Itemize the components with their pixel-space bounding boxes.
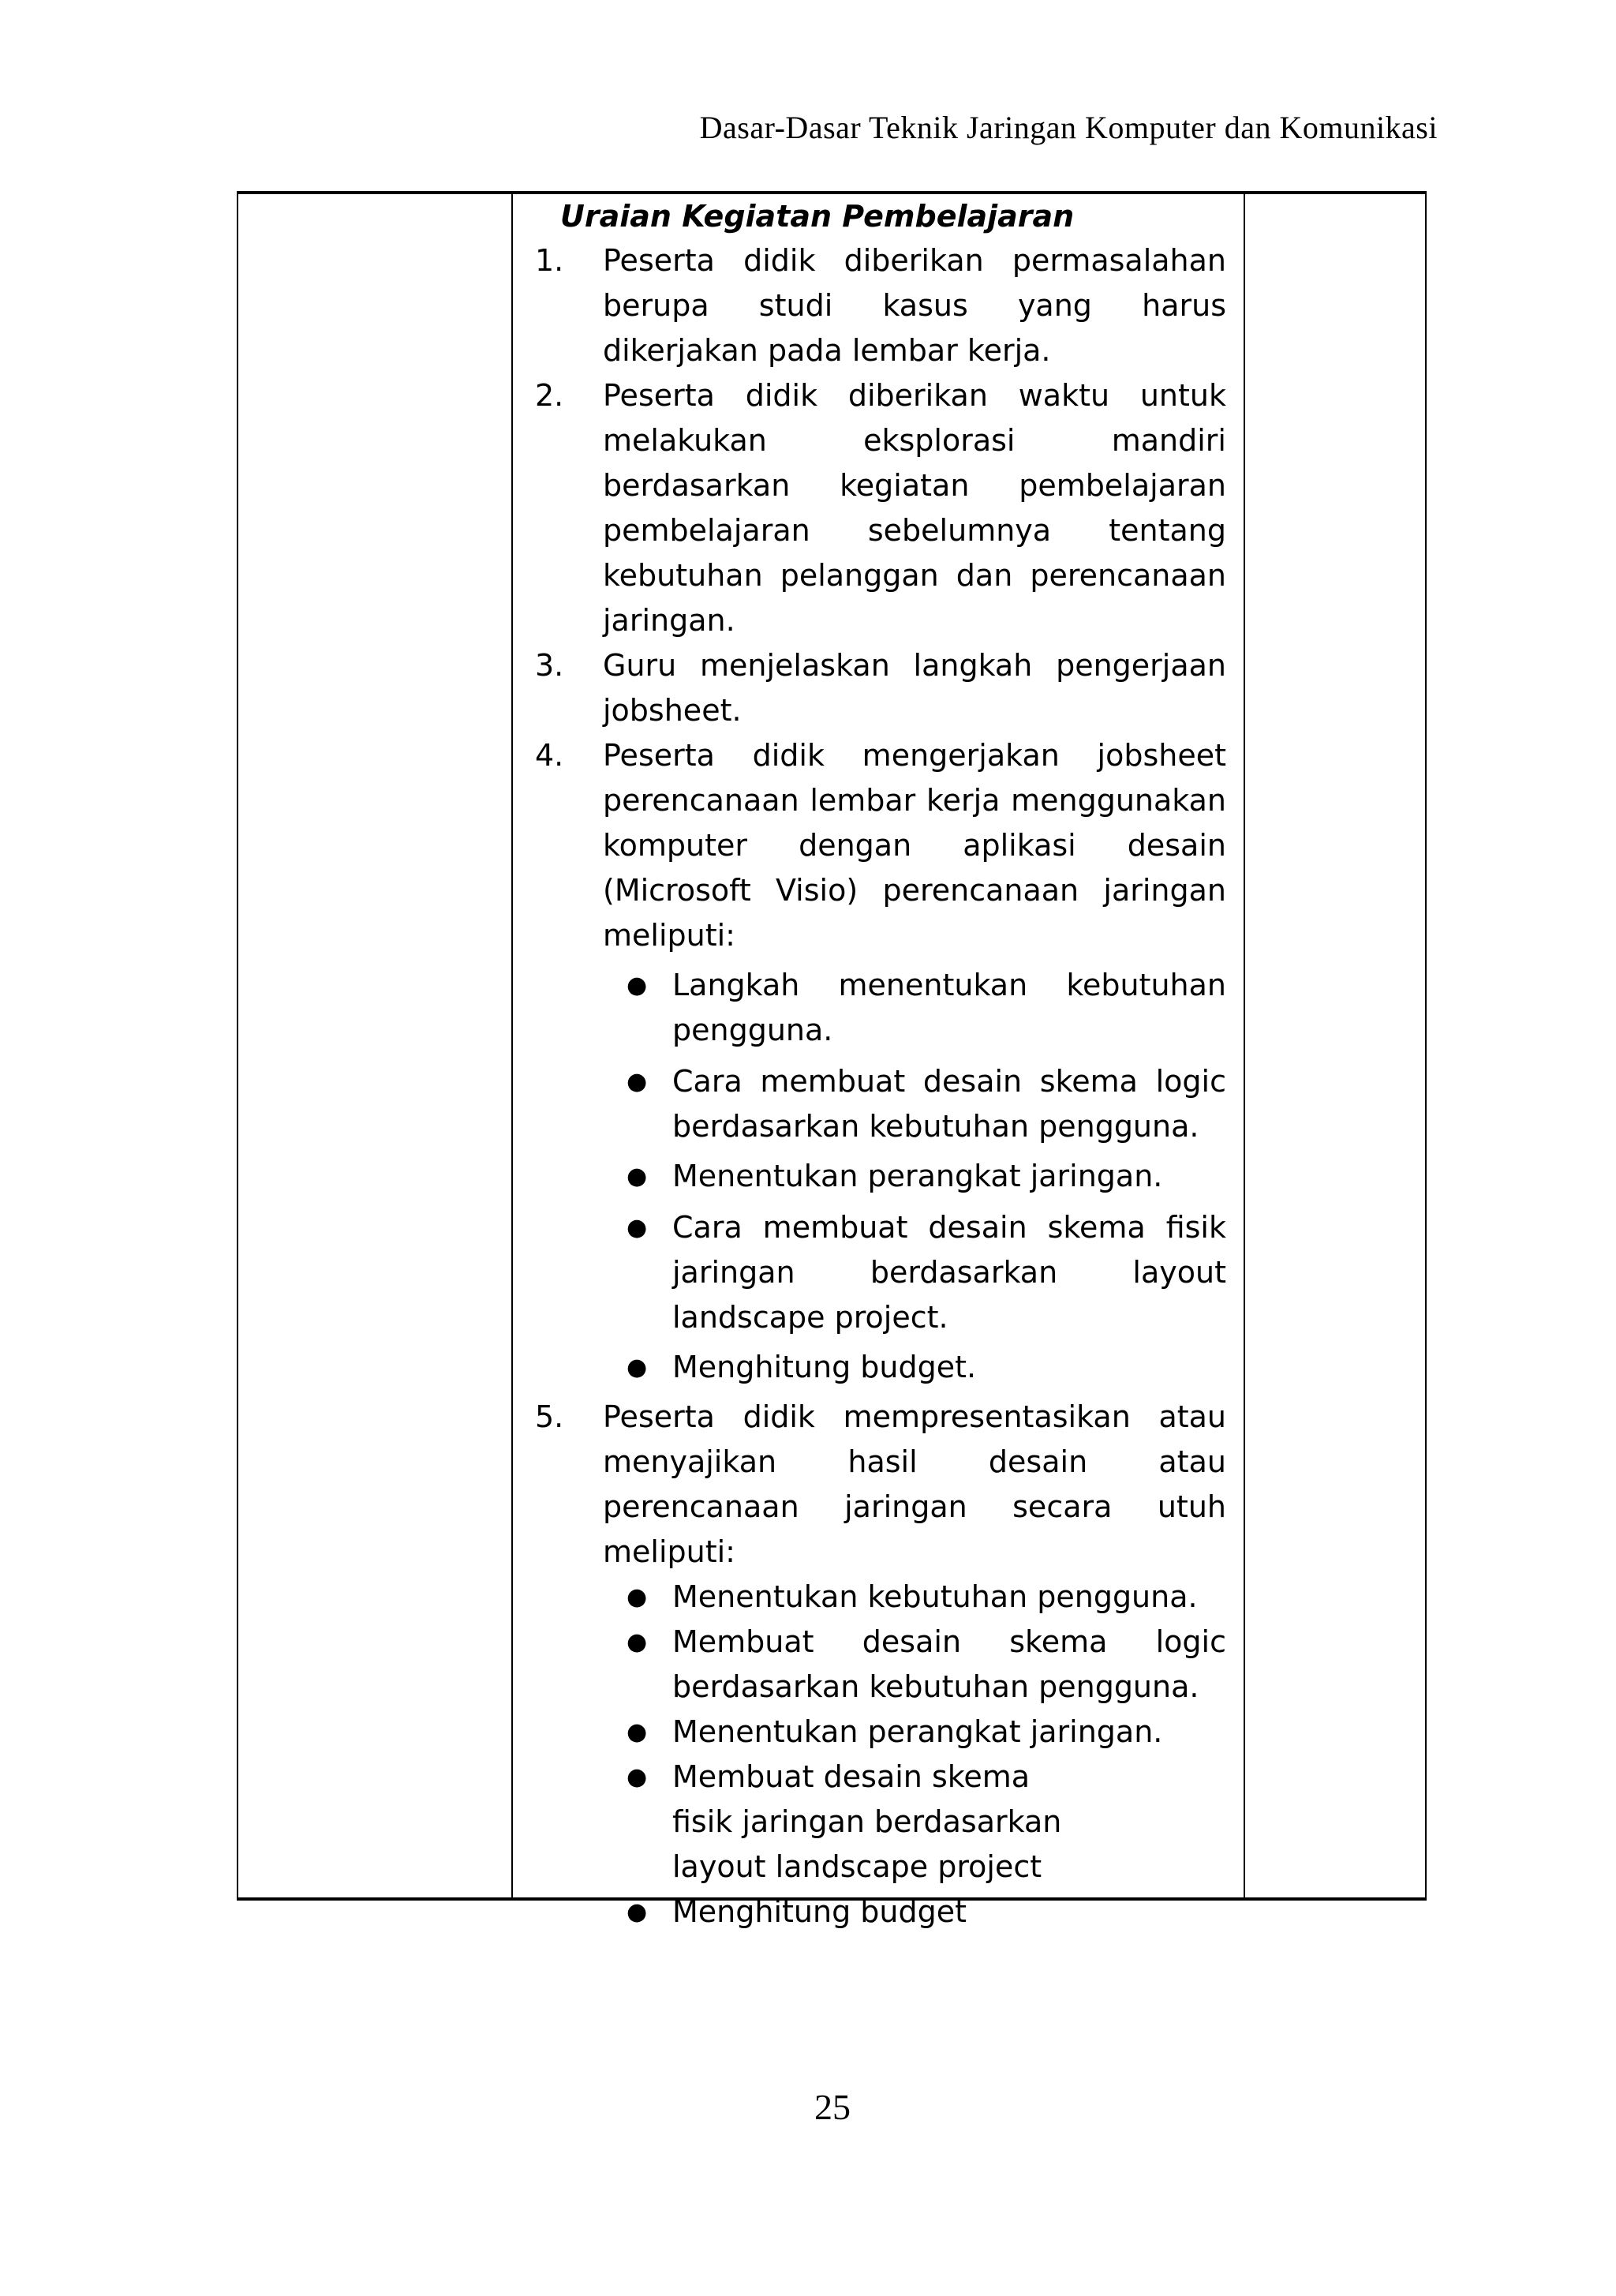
list-item: ● Membuat desain skema fisik jaringan berdasarkan layout landscape project: [526, 1755, 1226, 1890]
list-item: ● Membuat desain skema logic berdasarkan kebutuhan pengguna.: [526, 1620, 1226, 1710]
item-text: Peserta didik mengerjakan jobsheet perencanaan lembar kerja menggunakan komputer dengan aplikasi desain (Microsoft Visio) perencanaan jaringan meliputi:: [603, 738, 1226, 953]
page-number: 25: [814, 2087, 851, 2127]
numbered-item-4: [526, 733, 1226, 958]
bullet-list-item-5: [526, 1575, 1226, 1935]
item-text: Peserta didik mempresentasikan atau menyajikan hasil desain atau perencanaan jaringan secara utuh meliputi:: [603, 1399, 1226, 1569]
bullet-icon: ●: [627, 1163, 648, 1190]
bullet-list-item-4: [526, 963, 1226, 1390]
list-item: ● Menentukan kebutuhan pengguna.: [526, 1575, 1226, 1620]
running-header: Dasar-Dasar Teknik Jaringan Komputer dan Komunikasi: [699, 110, 1438, 145]
list-item: ● Langkah menentukan kebutuhan pengguna.: [526, 963, 1226, 1053]
numbered-item-2: [526, 373, 1226, 643]
bullet-icon: ●: [627, 1763, 648, 1791]
list-item: ● Menentukan perangkat jaringan.: [526, 1710, 1226, 1755]
item-number: 1.: [535, 243, 564, 278]
list-item: ● Menghitung budget: [526, 1890, 1226, 1935]
bullet-icon: ●: [627, 1068, 648, 1096]
numbered-item-3: [526, 643, 1226, 733]
bullet-icon: ●: [627, 1718, 648, 1746]
bullet-icon: ●: [627, 972, 648, 999]
bullet-icon: ●: [627, 1628, 648, 1656]
bullet-icon: ●: [627, 1214, 648, 1242]
item-text: Guru menjelaskan langkah pengerjaan jobsheet.: [603, 648, 1226, 728]
table-column-divider-left: [511, 194, 513, 1897]
list-item: ● Cara membuat desain skema logic berdasarkan kebutuhan pengguna.: [526, 1059, 1226, 1149]
activity-description-cell: [526, 194, 1226, 1935]
item-text: Peserta didik diberikan waktu untuk melakukan eksplorasi mandiri berdasarkan kegiatan pembelajaran pembelajaran sebelumnya tentang kebutuhan pelanggan dan perencanaan jaringan.: [603, 378, 1226, 638]
list-item: ● Menentukan perangkat jaringan.: [526, 1154, 1226, 1199]
item-text: Peserta didik diberikan permasalahan berupa studi kasus yang harus dikerjakan pada lembar kerja.: [603, 243, 1226, 368]
numbered-item-5: [526, 1395, 1226, 1575]
bullet-icon: ●: [627, 1583, 648, 1611]
numbered-item-1: [526, 238, 1226, 373]
item-number: 5.: [535, 1399, 564, 1434]
list-item: ● Cara membuat desain skema fisik jaringan berdasarkan layout landscape project.: [526, 1205, 1226, 1340]
list-item: ● Menghitung budget.: [526, 1345, 1226, 1390]
bullet-icon: ●: [627, 1898, 648, 1926]
item-number: 2.: [535, 378, 564, 413]
table-column-divider-right: [1244, 194, 1245, 1897]
bullet-icon: ●: [627, 1354, 648, 1381]
item-number: 4.: [535, 738, 564, 773]
item-number: 3.: [535, 648, 564, 683]
section-title: Uraian Kegiatan Pembelajaran: [560, 199, 1075, 234]
